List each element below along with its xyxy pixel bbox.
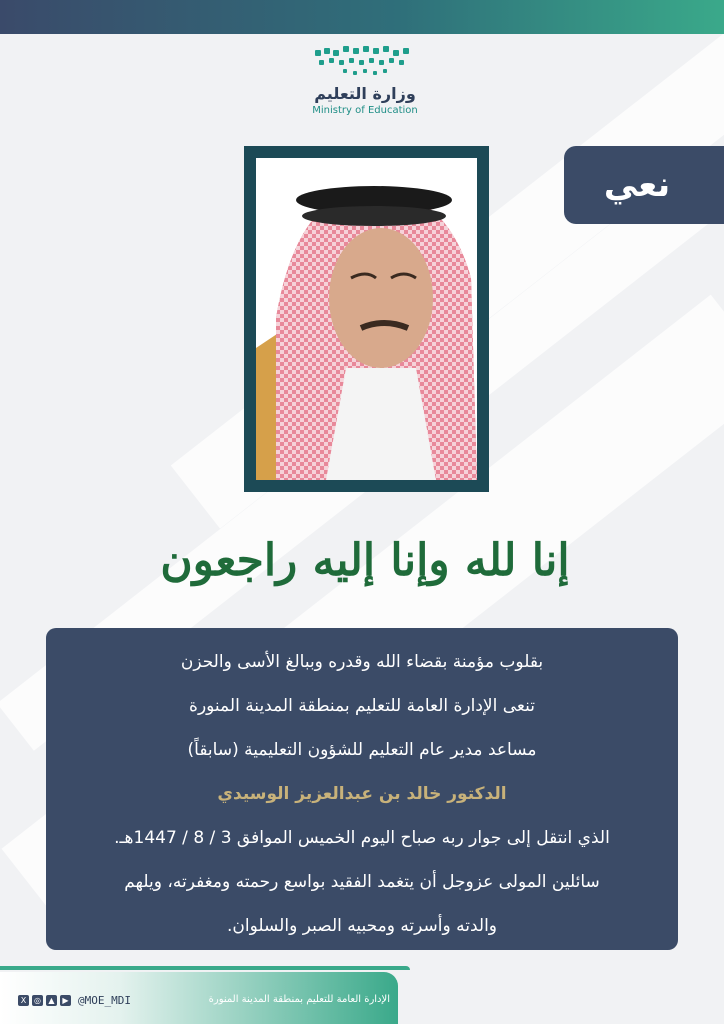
logo-arabic-text: وزارة التعليم [314, 84, 416, 103]
portrait-photo [256, 158, 477, 480]
announcement-line: والدته وأسرته ومحبيه الصبر والسلوان. [226, 916, 498, 936]
announcement-line: تنعى الإدارة العامة للتعليم بمنطقة المدينة المنورة [189, 696, 535, 716]
announcement-box [46, 628, 678, 950]
calligraphy-verse: إنا لله وإنا إليه راجعون [160, 534, 570, 586]
announcement-line: الذي انتقل إلى جوار ربه صباح اليوم الخميس الموافق 3 / 8 / 1447هـ. [114, 828, 610, 848]
ministry-logo [300, 44, 430, 134]
youtube-icon[interactable]: ▶ [60, 995, 71, 1006]
logo-english-text: Ministry of Education [312, 105, 418, 116]
social-handle[interactable]: @MOE_MDI [78, 994, 131, 1007]
announcement-line: بقلوب مؤمنة بقضاء الله وقدره وببالغ الأسى والحزن [180, 652, 544, 672]
instagram-icon[interactable]: ◎ [32, 995, 43, 1006]
announcement-line: سائلين المولى عزوجل أن يتغمد الفقيد بواسع رحمته ومغفرته، ويلهم [124, 872, 600, 892]
snapchat-icon[interactable]: ▲ [46, 995, 57, 1006]
obituary-badge [564, 146, 724, 224]
announcement-line: مساعد مدير عام التعليم للشؤون التعليمية (سابقاً) [187, 740, 537, 760]
deceased-name: الدكتور خالد بن عبدالعزيز الوسيدي [217, 784, 507, 804]
footer-accent-line [0, 966, 410, 970]
social-links [18, 994, 131, 1007]
portrait-frame [244, 146, 489, 492]
portrait-illustration [256, 158, 477, 480]
footer-department: الإدارة العامة للتعليم بمنطقة المدينة المنورة [208, 994, 390, 1005]
top-header-bar [0, 0, 724, 34]
ministry-emblem-icon [313, 44, 417, 78]
badge-label: نعي [603, 165, 671, 205]
x-icon[interactable]: X [18, 995, 29, 1006]
